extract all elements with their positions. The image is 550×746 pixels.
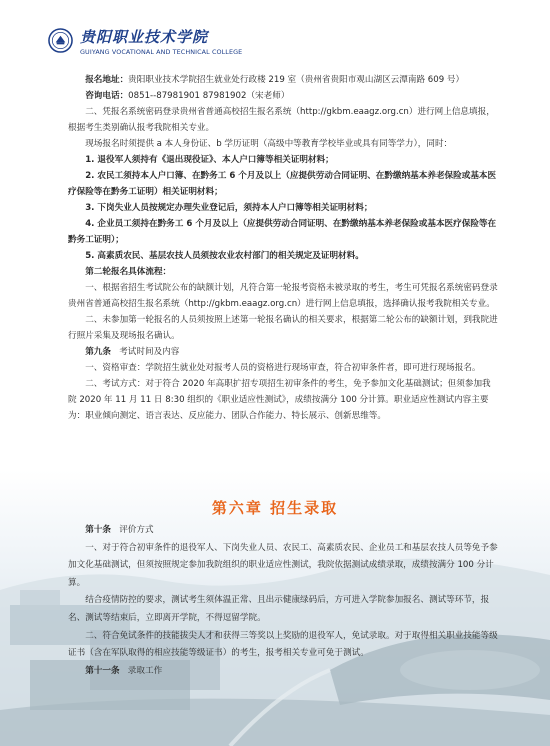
article-title: 考试时间及内容 <box>119 347 180 357</box>
phone-line <box>68 88 498 104</box>
page-header <box>0 0 550 60</box>
article-label: 第九条 <box>85 347 111 357</box>
address-line <box>68 72 498 88</box>
paragraph: 一、资格审查：学院招生就业处对报考人员的资格进行现场审查，符合初审条件者，即可进行现场报名。 <box>85 363 481 373</box>
article-heading <box>68 522 498 540</box>
college-brand <box>80 26 242 56</box>
chapter-title: 第六章 招生录取 <box>211 499 339 517</box>
paragraph: 二、符合免试条件的技能拔尖人才和获得三等奖以上奖励的退役军人，免试录取。对于取得相关职业技能等级证书（含在军队取得的相应技能等级证书）的考生，报考相关专业可免于测试。 <box>68 630 498 659</box>
phone-label: 咨询电话： <box>85 91 129 101</box>
list-item: 4. 企业员工须持在黔务工 6 个月及以上（应提供劳动合同证明、在黔缴纳基本养老保险或基本医疗保险等在黔务工证明）； <box>68 219 497 245</box>
college-name-cn: 贵阳职业技术学院 <box>80 28 209 46</box>
paragraph: 二、考试方式：对于符合 2020 年高职扩招专项招生初审条件的考生，免予参加文化基础测试；但须参加我院 2020 年 11 月 11 日 8:30 组织的《职业适应性测试》，成绩按满分 100 分计算。职业适应性测试内容主要为：职业倾向测定、语言表达、反应能力、团队合作能力、特长展示、创新思维等。 <box>68 379 491 421</box>
article-label: 第十一条 <box>85 665 120 676</box>
paragraph: 二、凭报名系统密码登录贵州省普通高校招生报名系统（http://gkbm.eaagz.org.cn）进行网上信息填报，根据考生类别确认报考我院相关专业。 <box>68 107 495 133</box>
article-heading <box>68 344 498 360</box>
list-item: 2. 农民工须持本人户口簿、在黔务工 6 个月及以上（应提供劳动合同证明、在黔缴纳基本养老保险或基本医疗保险等在黔务工证明）相关证明材料； <box>68 171 497 197</box>
article-label: 第十条 <box>85 525 111 535</box>
list-item: 5. 高素质农民、基层农技人员须按农业农村部门的相关规定及证明材料。 <box>85 251 364 261</box>
college-name-en: GUIYANG VOCATIONAL AND TECHNICAL COLLEGE <box>80 48 243 56</box>
paragraph: 现场报名时须提供 a 本人身份证、b 学历证明（高级中等教育学校毕业或具有同等学力），同时： <box>85 139 453 149</box>
phone-value: 0851--87981901 87981902（宋老师） <box>128 91 290 101</box>
paragraph: 二、未参加第一轮报名的人员须按照上述第一轮报名确认的相关要求，根据第二轮公布的缺额计划，到我院进行照片采集及现场报名确认。 <box>68 315 498 341</box>
list-item: 3. 下岗失业人员按规定办理失业登记后，须持本人户口簿等相关证明材料； <box>85 203 373 213</box>
paragraph: 一、对于符合初审条件的退役军人、下岗失业人员、农民工、高素质农民、企业员工和基层农技人员等免予参加文化基础测试，但须按照规定参加我院组织的职业适应性测试，我院依据测试成绩录取，成绩按满分 100 分计算。 <box>68 542 498 588</box>
list-item: 1. 退役军人须持有《退出现役证》、本人户口簿等相关证明材料； <box>85 155 334 165</box>
registration-section <box>68 72 498 424</box>
paragraph: 一、根据省招生考试院公布的缺额计划，凡符合第一轮报考资格未被录取的考生，考生可凭报名系统密码登录贵州省普通高校招生报名系统（http://gkbm.eaagz.org.cn）进行网上信息填报，选择确认报考我院相关专业。 <box>68 283 498 309</box>
address-value: 贵阳职业技术学院招生就业处行政楼 219 室（贵州省贵阳市观山湖区云潭南路 609 号） <box>128 75 465 85</box>
round2-heading: 第二轮报名具体流程： <box>85 267 172 277</box>
admission-section <box>68 522 498 680</box>
article-title: 评价方式 <box>119 525 154 535</box>
college-logo-icon <box>48 28 73 53</box>
article-heading <box>68 663 498 681</box>
paragraph: 结合疫情防控的要求，测试考生须体温正常、且出示健康绿码后，方可进入学院参加报名、测试等环节，报名、测试等结束后，立即离开学院，不得逗留学院。 <box>68 595 490 623</box>
address-label: 报名地址： <box>85 75 129 85</box>
article-title: 录取工作 <box>127 665 163 676</box>
